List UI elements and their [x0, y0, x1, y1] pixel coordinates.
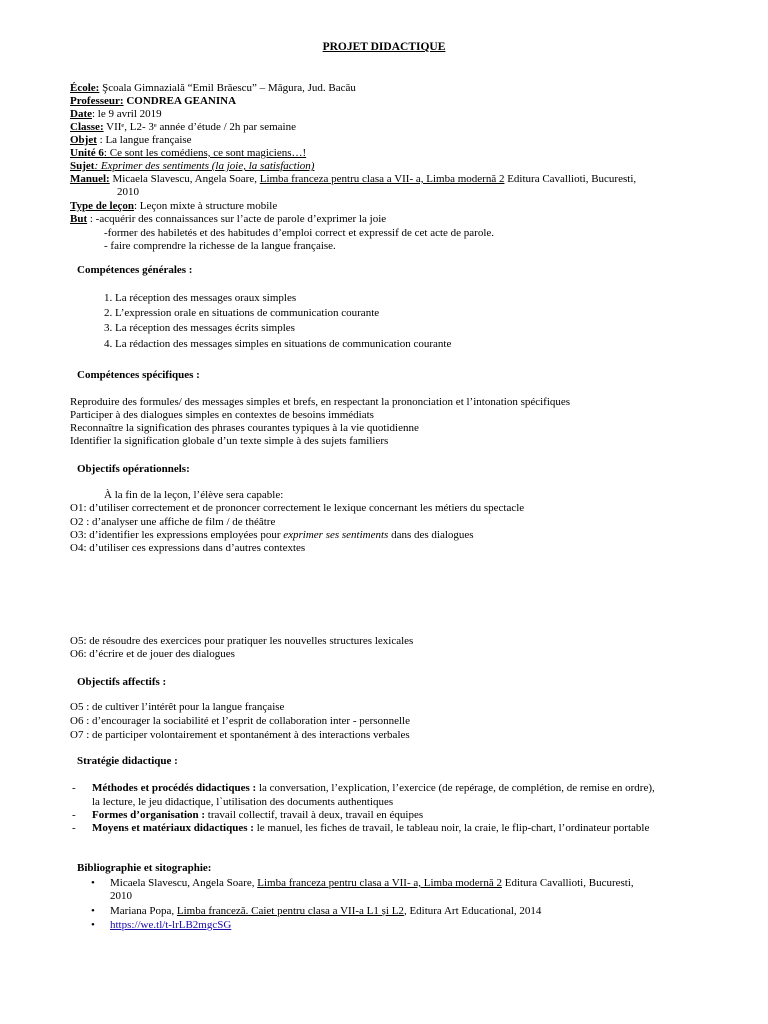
unite-value: : Ce sont les comédiens, ce sont magiciens…!: [103, 147, 307, 159]
list-item: 1. La réception des messages oraux simples: [104, 292, 297, 304]
bullet-icon: •: [91, 877, 95, 889]
b1-publisher: Editura Cavallioti, Bucuresti,: [501, 877, 634, 889]
header-unite: [70, 147, 720, 161]
methodes-label: Méthodes et procédés didactiques :: [92, 782, 257, 794]
classe-label: Classe:: [70, 121, 104, 133]
manuel-label: Manuel:: [70, 173, 110, 185]
objet-value: : La langue française: [96, 134, 192, 146]
prof-label: Professeur:: [70, 95, 124, 107]
list-item: Reproduire des formules/ des messages simples et brefs, en respectant la prononciation et l’intonation spécifiques: [70, 396, 571, 408]
list-dash: -: [72, 782, 76, 794]
document-title: PROJET DIDACTIQUE: [322, 41, 446, 53]
but-label: But: [70, 213, 88, 225]
b2-publisher: , Editura Art Educational, 2014: [403, 905, 542, 917]
sujet-label: Sujet: [70, 160, 95, 172]
header-manuel: [70, 173, 720, 187]
list-item: O5 : de cultiver l’intérêt pour la langue française: [70, 701, 285, 713]
objectifs-affectifs-heading: Objectifs affectifs :: [77, 676, 167, 688]
moyens-label: Moyens et matériaux didactiques :: [92, 822, 254, 834]
o3-text-italic: exprimer ses sentiments: [283, 529, 389, 541]
list-dash: -: [72, 809, 76, 821]
list-item: Identifier la signification globale d’un texte simple à des sujets familiers: [70, 435, 389, 447]
b2-book: Limba franceză. Caiet pentru clasa a VII-a L1 și L2: [176, 905, 404, 917]
list-item: 2. L’expression orale en situations de communication courante: [104, 307, 380, 319]
bullet-icon: •: [91, 919, 95, 931]
bibliography-item-1: [110, 877, 710, 891]
strategie-heading: Stratégie didactique :: [77, 755, 178, 767]
manuel-authors: Micaela Slavescu, Angela Soare,: [109, 173, 260, 185]
objective-o2: O2 : d’analyser une affiche de film / de théâtre: [70, 516, 276, 528]
header-ecole: [70, 82, 720, 96]
objective-o5: O5: de résoudre des exercices pour pratiquer les nouvelles structures lexicales: [70, 635, 414, 647]
b2-author: Mariana Popa,: [110, 905, 177, 917]
list-item: 3. La réception des messages écrits simples: [104, 322, 295, 334]
moyens-value: le manuel, les fiches de travail, le tableau noir, la craie, le flip-chart, l’ordinateur portable: [253, 822, 650, 834]
but-item-2: -former des habiletés et des habitudes d’emploi correct et expressif de cet acte de parole.: [104, 227, 495, 239]
header-professeur: [70, 95, 720, 109]
bibliography-item-2: [110, 905, 710, 919]
classe-value: VIIᵉ, L2- 3ᵉ année d’étude / 2h par semaine: [103, 121, 296, 133]
b1-book: Limba franceza pentru clasa a VII- a, Limba modernă 2: [257, 877, 502, 889]
ecole-label: École:: [70, 82, 100, 94]
formes-label: Formes d’organisation :: [92, 809, 206, 821]
header-classe: [70, 121, 720, 135]
list-dash: -: [72, 822, 76, 834]
header-objet: [70, 134, 720, 148]
manuel-publisher: Editura Cavallioti, Bucuresti,: [504, 173, 637, 185]
list-item: O7 : de participer volontairement et spontanément à des interactions verbales: [70, 729, 410, 741]
type-value: : Leçon mixte à structure mobile: [133, 200, 278, 212]
b1-year: 2010: [110, 890, 132, 902]
objective-o4: O4: d’utiliser ces expressions dans d’autres contextes: [70, 542, 306, 554]
competences-specifiques-heading: Compétences spécifiques :: [77, 369, 200, 381]
methodes-value: la conversation, l’explication, l’exercice (de repérage, de complétion, de remise en ordre),: [256, 782, 655, 794]
b1-authors: Micaela Slavescu, Angela Soare,: [110, 877, 258, 889]
objective-o3: [70, 529, 730, 543]
header-but: [70, 213, 720, 227]
list-item: Participer à des dialogues simples en contextes de besoins immédiats: [70, 409, 374, 421]
strategie-methodes-cont: la lecture, le jeu didactique, l`utilisation des documents authentiques: [92, 796, 394, 808]
list-item: O6 : d’encourager la sociabilité et l’esprit de collaboration inter - personnelle: [70, 715, 410, 727]
prof-value: CONDREA GEANINA: [123, 95, 237, 107]
objective-o1: O1: d’utiliser correctement et de prononcer correctement le lexique concernant les métiers du spectacle: [70, 502, 525, 514]
header-date: [70, 108, 720, 122]
objet-label: Objet: [70, 134, 97, 146]
header-sujet: [70, 160, 720, 174]
unite-label: Unité 6: [70, 147, 104, 159]
objectifs-operationnels-heading: Objectifs opérationnels:: [77, 463, 190, 475]
o3-text-a: O3: d’identifier les expressions employées pour: [70, 529, 284, 541]
bibliography-item-3: [110, 919, 710, 933]
formes-value: travail collectif, travail à deux, travail en équipes: [205, 809, 424, 821]
sujet-value: : Exprimer des sentiments (la joie, la satisfaction): [94, 160, 315, 172]
sitography-link[interactable]: https://we.tl/t-lrLB2mgcSG: [110, 919, 232, 931]
date-value: : le 9 avril 2019: [92, 108, 162, 120]
o3-text-c: dans des dialogues: [388, 529, 474, 541]
date-label: Date: [70, 108, 92, 120]
manuel-book: Limba franceza pentru clasa a VII- a, Limba modernă 2: [259, 173, 505, 185]
competences-generales-heading: Compétences générales :: [77, 264, 193, 276]
strategie-moyens: [92, 822, 712, 836]
objectifs-intro: À la fin de la leçon, l’élève sera capable:: [104, 489, 284, 501]
manuel-year: 2010: [117, 186, 139, 198]
bullet-icon: •: [91, 905, 95, 917]
strategie-formes: [92, 809, 712, 823]
header-type-lecon: [70, 200, 720, 214]
ecole-value: Şcoala Gimnazială “Emil Brăescu” – Măgura, Jud. Bacău: [99, 82, 356, 94]
strategie-methodes: [92, 782, 712, 796]
objective-o6: O6: d’écrire et de jouer des dialogues: [70, 648, 235, 660]
type-label: Type de leçon: [70, 200, 134, 212]
but-item-1: : -acquérir des connaissances sur l’acte de parole d’exprimer la joie: [87, 213, 387, 225]
bibliographie-heading: Bibliographie et sitographie:: [77, 862, 212, 874]
list-item: Reconnaître la signification des phrases courantes typiques à la vie quotidienne: [70, 422, 419, 434]
but-item-3: - faire comprendre la richesse de la langue française.: [104, 240, 336, 252]
list-item: 4. La rédaction des messages simples en situations de communication courante: [104, 338, 452, 350]
